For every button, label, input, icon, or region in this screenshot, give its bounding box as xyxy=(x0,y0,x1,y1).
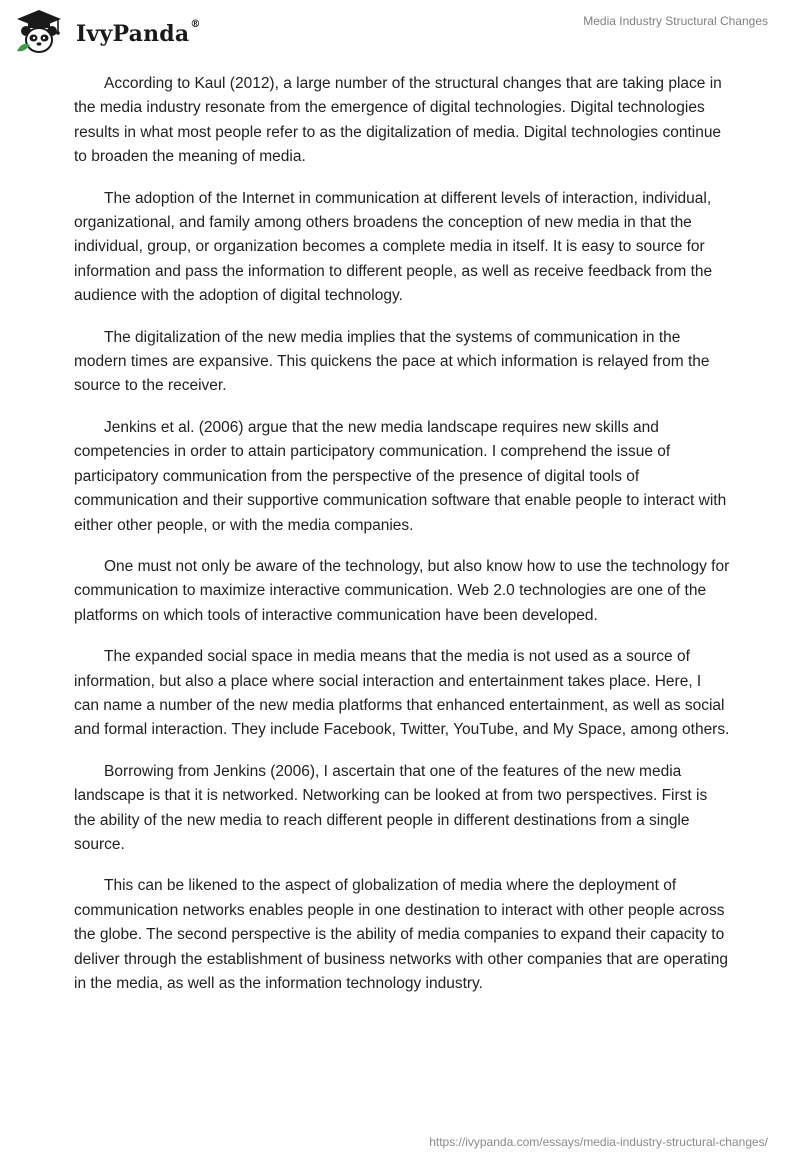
paragraph: The adoption of the Internet in communication at different levels of interaction, individual, organizational, and family among others broadens the conception of new media in that the individual, group, or organization becomes a complete media in itself. It is easy to source for information and pass the information to different people, as well as receive feedback from the audience with the adoption of digital technology. xyxy=(74,189,713,305)
page-header xyxy=(0,0,800,70)
registered-mark: ® xyxy=(190,19,201,30)
source-url[interactable]: https://ivypanda.com/essays/media-industry-structural-changes/ xyxy=(429,1135,768,1149)
paragraph: The expanded social space in media means that the media is not used as a source of information, but also a place where social interaction and entertainment takes place. Here, I can name a number of the new media platforms that enhanced entertainment, as well as social and formal interaction. They include Facebook, Twitter, YouTube, and My Space, among others. xyxy=(74,648,730,739)
paragraph: The digitalization of the new media implies that the systems of communication in the modern times are expansive. This quickens the pace at which information is relayed from the source to the receiver. xyxy=(74,328,710,395)
document-title: Media Industry Structural Changes xyxy=(583,14,768,28)
paragraph: One must not only be aware of the technology, but also know how to use the technology for communication to maximize interactive communication. Web 2.0 technologies are one of the platforms on which tools of interactive communication have been developed. xyxy=(74,557,730,624)
essay-body xyxy=(74,72,730,1013)
paragraph: Jenkins et al. (2006) argue that the new media landscape requires new skills and competencies in order to attain participatory communication. I comprehend the issue of participatory communication from the perspective of the presence of digital tools of communication and their supportive communication software that enable people to interact with either other people, or with the media companies. xyxy=(74,418,727,534)
brand-name[interactable]: IvyPanda® xyxy=(76,19,201,47)
paragraph: Borrowing from Jenkins (2006), I ascertain that one of the features of the new media landscape is that it is networked. Networking can be looked at from two perspectives. First is the ability of the new media to reach different people in different destinations from a single source. xyxy=(74,762,708,853)
panda-graduation-cap-icon[interactable] xyxy=(14,7,64,57)
paragraph: According to Kaul (2012), a large number of the structural changes that are taking place in the media industry resonate from the emergence of digital technologies. Digital technologies results in what most people refer to as the digitalization of media. Digital technologies continue to broaden the meaning of media. xyxy=(74,75,722,166)
paragraph: This can be likened to the aspect of globalization of media where the deployment of communication networks enables people in one destination to interact with other people across the globe. The second perspective is the ability of media companies to expand their capacity to deliver through the establishment of business networks with other companies that are operating in the media, as well as the information technology industry. xyxy=(74,877,728,992)
